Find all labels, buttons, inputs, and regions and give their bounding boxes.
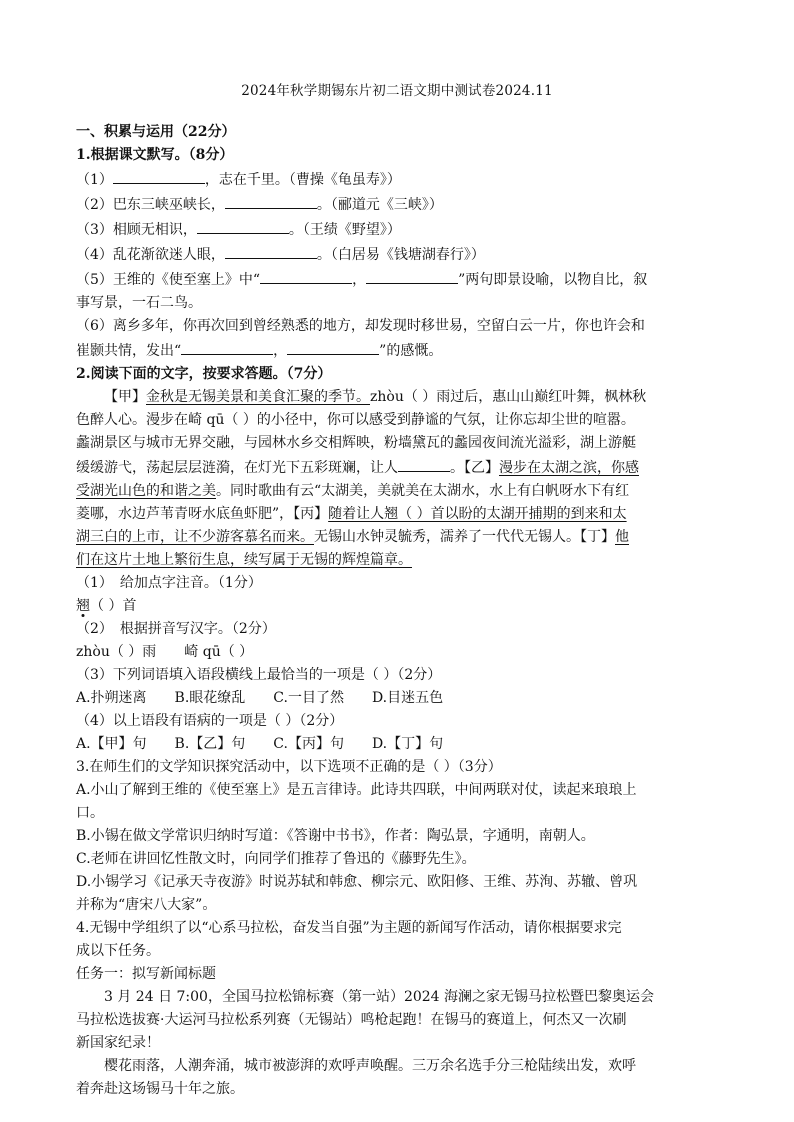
q3-option-a-cont: 口。	[76, 805, 104, 821]
passage-line	[76, 549, 720, 572]
q2-sub4-options: A.【甲】句 B.【乙】句 C.【丙】句 D.【丁】句	[76, 736, 444, 752]
page-title: 2024年秋学期锡东片初二语文期中测试卷2024.11	[241, 83, 553, 99]
q2-sub1-answer: 翘（ ）首	[76, 598, 137, 614]
answer-blank[interactable]	[225, 242, 317, 259]
answer-blank[interactable]	[197, 217, 289, 234]
answer-blank[interactable]	[287, 338, 379, 355]
passage-line: 蠡湖景区与城市无界交融，与园林水乡交相辉映，粉墙黛瓦的蠡园夜间流光溢彩，湖上游艇	[76, 435, 636, 451]
answer-blank[interactable]	[113, 167, 205, 184]
q3-option-a: A.小山了解到王维的《使至塞上》是五言律诗。此诗共四联，中间两联对仗，读起来琅琅上	[76, 782, 637, 798]
q1-item-3: （3）相顾无相识， 。（王绩《野望》）	[76, 217, 720, 242]
sentence-bing-cont: 湖三白的上市，让不少游客慕名而来。	[76, 529, 314, 545]
task-one-label: 任务一：拟写新闻标题	[76, 966, 216, 982]
q2-sub1: （1） 给加点字注音。（1分）	[76, 575, 262, 591]
sentence-yi-cont: 受湖光山色的和谐之美	[76, 483, 216, 499]
section-heading: 一、积累与运用（22分）	[76, 124, 236, 140]
q2-sub4: （4）以上语段有语病的一项是（ ）（2分）	[76, 713, 344, 729]
passage-line: 色醉人心。漫步在崎 qū（ ）的小径中，你可以感受到静谧的气氛，让你忘却尘世的喧嚣。	[76, 412, 635, 428]
q3-heading: 3.在师生们的文学知识探究活动中，以下选项不正确的是（ ）（3分）	[76, 759, 502, 775]
sentence-ding-cont: 们在这片土地上繁衍生息，续写属于无锡的辉煌篇章。	[76, 552, 412, 568]
news-line: 3 月 24 日 7:00，全国马拉松锦标赛（第一站）2024 海澜之家无锡马拉松暨巴黎奥运会	[104, 989, 655, 1005]
q1-item-6-cont: 崔颢共情，发出“ ， ”的感慨。	[76, 338, 720, 363]
answer-blank[interactable]	[225, 192, 317, 209]
q2-sub3-options: A.扑朔迷离 B.眼花缭乱 C.一目了然 D.目迷五色	[76, 690, 444, 706]
q1-item-5: （5）王维的《使至塞上》中“ ， ”两句即景设喻，以物自比，叙	[76, 267, 720, 292]
passage-line: 【甲】金秋是无锡美景和美食汇聚的季节。zhòu（ ）雨过后，惠山山巅红叶舞，枫林秋	[104, 389, 647, 405]
q2-sub2-answer: zhòu（ ）雨 崎 qū（ ）	[76, 644, 254, 660]
passage-line: 菱哪，水边芦苇青呀水底鱼虾肥”，【丙】随着让人翘（ ）首以盼的太湖开捕期的到来和太	[76, 506, 627, 522]
passage-line: 湖三白的上市，让不少游客慕名而来。无锡山水钟灵毓秀，濡养了一代代无锡人。【丁】他	[76, 529, 629, 545]
exam-content	[76, 121, 720, 1101]
answer-blank[interactable]	[260, 267, 352, 284]
q2-sub3: （3）下列词语填入语段横线上最恰当的一项是（ ）（2分）	[76, 667, 442, 683]
answer-blank[interactable]	[181, 338, 273, 355]
q1-item-2: （2）巴东三峡巫峡长， 。（郦道元《三峡》）	[76, 192, 720, 217]
q2-heading: 2.阅读下面的文字，按要求答题。（7分）	[76, 366, 332, 382]
q3-option-d: D.小锡学习《记承天寺夜游》时说苏轼和韩愈、柳宗元、欧阳修、王维、苏洵、苏辙、曾巩	[76, 874, 638, 890]
answer-blank[interactable]	[398, 455, 450, 472]
news-line: 樱花雨落，人潮奔涌，城市被澎湃的欢呼声唤醒。三万余名选手分三枪陆续出发，欢呼	[104, 1058, 636, 1074]
answer-blank[interactable]	[366, 267, 458, 284]
news-line: 马拉松选拔赛·大运河马拉松系列赛（无锡站）鸣枪起跑！在锡马的赛道上，何杰又一次刷	[76, 1012, 627, 1028]
q1-item-4: （4）乱花渐欲迷人眼， 。（白居易《钱塘湖春行》）	[76, 242, 720, 267]
q2-sub2: （2） 根据拼音写汉字。（2分）	[76, 621, 276, 637]
q1-item-1: （1） ，志在千里。（曹操《龟虽寿》）	[76, 167, 720, 192]
sentence-yi: 漫步在太湖之滨，你感	[499, 460, 639, 476]
q1-item-6: （6）离乡多年，你再次回到曾经熟悉的地方，却发现时移世易，空留白云一片，你也许会和	[76, 318, 645, 334]
sentence-jia: 金秋是无锡美景和美食汇聚的季节。	[146, 389, 370, 405]
q4-heading-cont: 成以下任务。	[76, 943, 160, 959]
sentence-ding: 他	[615, 529, 629, 545]
q3-option-d-cont: 并称为“唐宋八大家”。	[76, 897, 217, 913]
dotted-char: 翘	[76, 598, 90, 614]
q1-heading: 1.根据课文默写。（8分）	[76, 147, 234, 163]
q3-option-b: B.小锡在做文学常识归纳时写道：《答谢中书书》，作者：陶弘景，字通明，南朝人。	[76, 828, 595, 844]
sentence-bing: 随着让人翘（ ）首以盼的太湖开捕期的到来和太	[328, 506, 627, 522]
q1-item-5-cont: 事写景，一石二鸟。	[76, 295, 202, 311]
passage-line: 缓缓游弋，荡起层层涟漪，在灯光下五彩斑斓，让人 。【乙】漫步在太湖之滨，你感	[76, 455, 720, 480]
news-line: 着奔赴这场锡马十年之旅。	[76, 1081, 244, 1097]
q4-heading: 4.无锡中学组织了以“心系马拉松，奋发当自强”为主题的新闻写作活动，请你根据要求完	[76, 920, 622, 936]
passage-line: 受湖光山色的和谐之美。同时歌曲有云“太湖美，美就美在太湖水，水上有白帆呀水下有红	[76, 483, 630, 499]
news-line: 新国家纪录！	[76, 1035, 160, 1051]
q3-option-c: C.老师在讲回忆性散文时，向同学们推荐了鲁迅的《藤野先生》。	[76, 851, 476, 867]
